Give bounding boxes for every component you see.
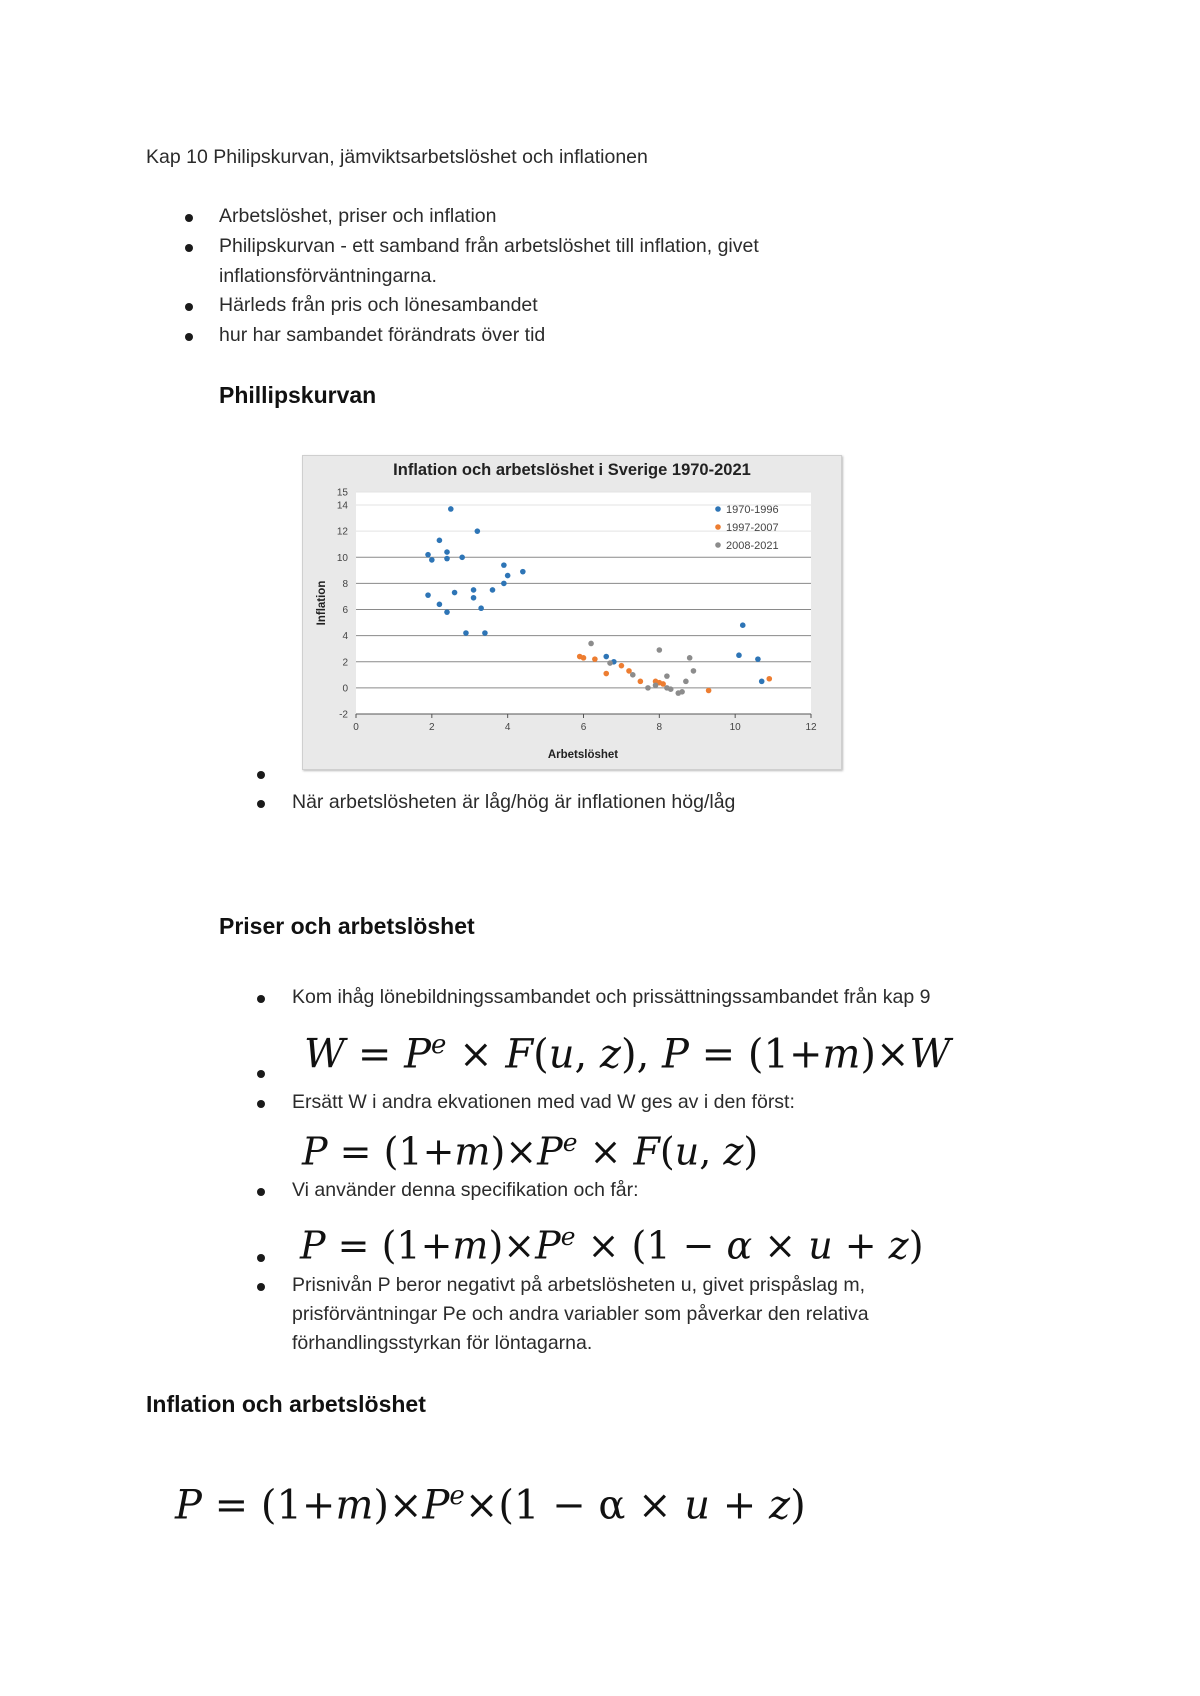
list-item: Vi använder denna specifikation och får: (292, 1179, 639, 1201)
list-item: Prisnivån P beror negativt på arbetslösheten u, givet prispåslag m, (292, 1274, 866, 1296)
y-tick-label: 4 (342, 631, 348, 643)
scatter-point (482, 630, 488, 636)
x-tick-label: 4 (504, 722, 511, 733)
list-item-continuation: prisförväntningar Pe och andra variabler som påverkar den relativa (292, 1303, 869, 1325)
bullet-icon (185, 214, 193, 222)
scatter-point (425, 552, 431, 558)
scatter-point (687, 655, 693, 661)
list-item: Philipskurvan - ett samband från arbetslöshet till inflation, givet (219, 235, 759, 257)
y-tick-label: 8 (342, 578, 348, 590)
scatter-point (444, 609, 450, 615)
scatter-point (603, 671, 609, 677)
scatter-point (437, 602, 443, 608)
list-item-continuation: inflationsförväntningarna. (219, 265, 437, 287)
scatter-point (437, 538, 443, 544)
scatter-point (645, 685, 651, 691)
bullet-icon (257, 1188, 265, 1196)
y-axis-label: Inflation (316, 580, 328, 626)
list-item: Kom ihåg lönebildningssambandet och prissättningssambandet från kap 9 (292, 986, 931, 1008)
list-item: hur har sambandet förändrats över tid (219, 324, 546, 346)
page-title: Kap 10 Philipskurvan, jämviktsarbetslöshet och inflationen (146, 146, 648, 168)
list-item: Ersätt W i andra ekvationen med vad W ges av i den först: (292, 1091, 795, 1113)
scatter-point (619, 663, 625, 669)
equation-price-substituted: $P = (1+m)\times P^e \times F(u$, z) (302, 1128, 759, 1174)
scatter-point (501, 581, 507, 587)
y-tick-label: 2 (342, 657, 348, 669)
y-tick-label: 0 (342, 683, 348, 695)
list-item: Arbetslöshet, priser och inflation (219, 205, 497, 227)
bullet-icon (257, 1283, 265, 1291)
equation-price-specification: $P = (1+m)\times P^e \times (1 - \alpha \times u + z)$ (300, 1222, 924, 1268)
equation-price-level: $P = (1+m)\times P^e\times(1 - \alpha \times u + z)$ (175, 1481, 806, 1529)
scatter-chart (303, 456, 841, 769)
scatter-point (592, 656, 598, 662)
scatter-point (706, 688, 712, 694)
scatter-point (452, 590, 458, 596)
scatter-point (425, 592, 431, 598)
scatter-point (664, 685, 670, 691)
y-tick-label: 6 (342, 605, 348, 617)
bullet-icon (257, 771, 265, 779)
scatter-point (581, 655, 587, 661)
scatter-point (759, 679, 765, 685)
bullet-icon (185, 333, 193, 341)
x-tick-label: 0 (353, 722, 359, 733)
scatter-point (740, 622, 746, 628)
bullet-icon (257, 995, 265, 1003)
scatter-point (471, 587, 477, 593)
scatter-point (691, 668, 697, 674)
scatter-point (478, 605, 484, 611)
scatter-point (505, 573, 511, 579)
x-tick-label: 10 (729, 722, 741, 733)
scatter-point (664, 673, 670, 679)
bullet-icon (185, 244, 193, 252)
scatter-point (657, 647, 663, 653)
scatter-point (638, 679, 644, 685)
legend-label: 1970-1996 (726, 504, 779, 516)
chart-title: Inflation och arbetslöshet i Sverige 1970-2021 (393, 461, 751, 479)
bullet-icon (257, 800, 265, 808)
y-tick-label: 15 (336, 487, 348, 499)
y-tick-label: -2 (339, 709, 348, 721)
scatter-point (755, 656, 761, 662)
scatter-point (607, 660, 613, 666)
y-tick-label: 14 (336, 500, 348, 512)
legend-marker (715, 524, 721, 530)
legend-label: 1997-2007 (726, 522, 779, 534)
scatter-point (603, 654, 609, 660)
legend-marker (715, 506, 721, 512)
scatter-point (475, 528, 481, 534)
scatter-point (444, 556, 450, 562)
scatter-point (520, 569, 526, 575)
section-heading-priser: Priser och arbetslöshet (219, 913, 475, 939)
scatter-point (588, 641, 594, 647)
y-tick-label: 12 (336, 526, 348, 538)
scatter-point (736, 652, 742, 658)
bullet-icon (185, 303, 193, 311)
scatter-point (429, 557, 435, 563)
scatter-point (463, 630, 469, 636)
scatter-point (501, 562, 507, 568)
scatter-point (679, 689, 685, 695)
legend-marker (715, 542, 721, 548)
bullet-icon (257, 1254, 265, 1262)
section-heading-inflation: Inflation och arbetslöshet (146, 1391, 426, 1417)
x-tick-label: 12 (805, 722, 817, 733)
scatter-point (444, 549, 450, 555)
scatter-point (471, 595, 477, 601)
y-tick-label: 10 (336, 552, 348, 564)
scatter-point (490, 587, 496, 593)
equation-wage-price: $W = P^e \times F(u$, z), P = (1+m)×W (304, 1030, 951, 1078)
scatter-point (630, 672, 636, 678)
scatter-point (653, 682, 659, 688)
section-heading-phillipskurvan: Phillipskurvan (219, 382, 377, 408)
x-axis-label: Arbetslöshet (547, 749, 619, 761)
scatter-point (448, 506, 454, 512)
scatter-point (459, 554, 465, 560)
chart-container (302, 455, 842, 770)
scatter-point (683, 679, 689, 685)
list-item: När arbetslösheten är låg/hög är inflationen hög/låg (292, 791, 736, 813)
bullet-icon (257, 1070, 265, 1078)
scatter-point (766, 676, 772, 682)
list-item-continuation: förhandlingsstyrkan för löntagarna. (292, 1332, 593, 1354)
list-item: Härleds från pris och lönesambandet (219, 294, 538, 316)
legend-label: 2008-2021 (726, 540, 779, 552)
bullet-icon (257, 1100, 265, 1108)
x-tick-label: 8 (656, 722, 663, 733)
x-tick-label: 2 (429, 722, 435, 733)
x-tick-label: 6 (580, 722, 587, 733)
